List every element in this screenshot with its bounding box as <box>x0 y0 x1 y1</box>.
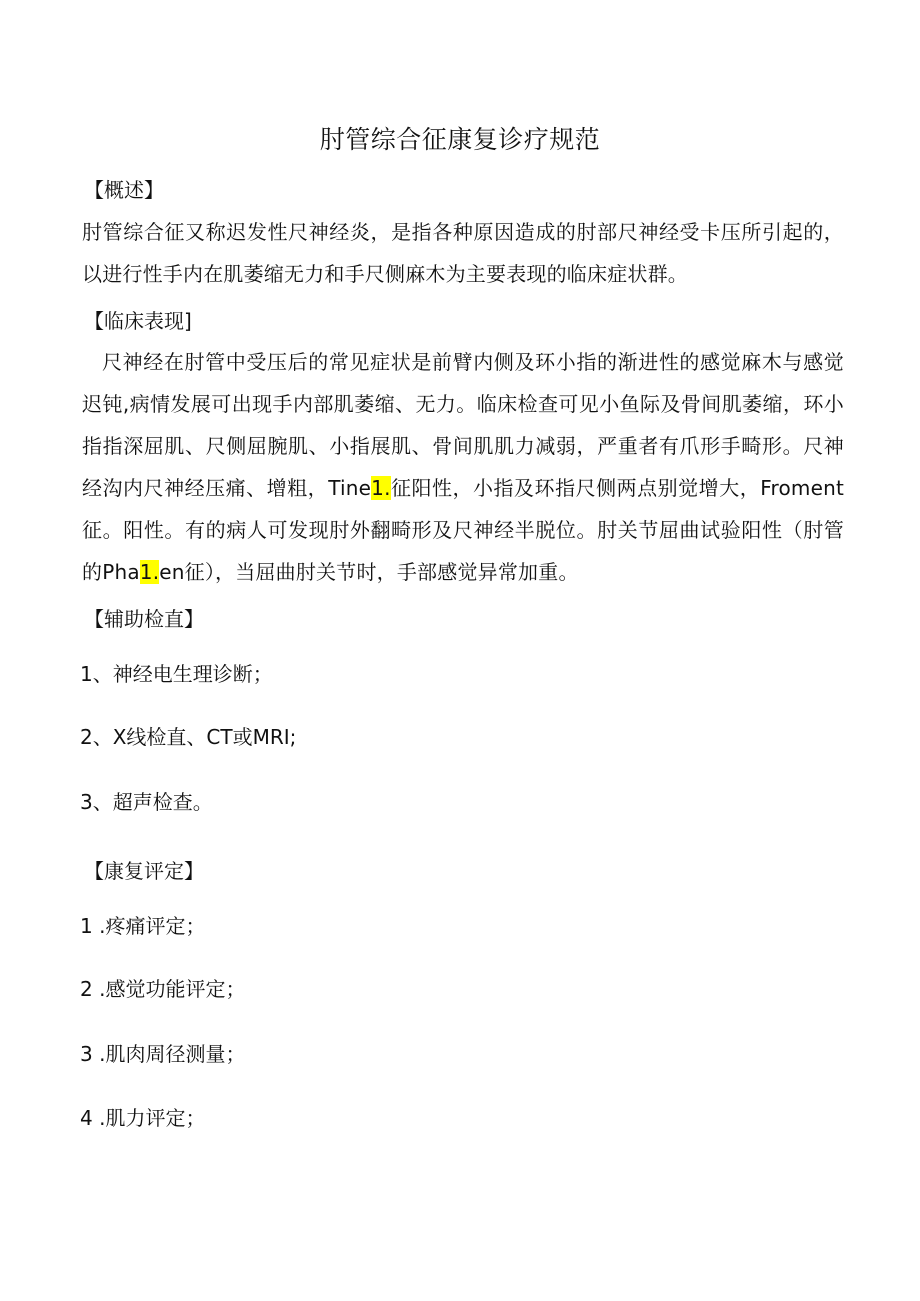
clinical-text-part-1: 尺神经在肘管中受压后的常见症状是前臂内侧及环小指的渐进性的感觉麻木与感觉迟钝,病情发展可出现手内部肌萎缩、无力。临床检查可见小鱼际及骨间肌萎缩，环小指指深屈肌、尺侧屈腕肌、小指展肌、骨间肌肌力减弱，严重者有爪形手畸形。尺神经沟内尺神经压痛、增粗，Tine <box>82 350 844 500</box>
aux-exam-item: 3、超声检查。 <box>80 790 213 814</box>
clinical-text-part-2: 征阳性，小指及环指尺侧两点别觉增大，Froment征。阳性。有的病人可发现肘外翻畸形及尺神经半脱位。肘关节屈曲试验阳性（肘管的Pha <box>82 476 845 584</box>
rehab-eval-item: 3 .肌肉周径测量； <box>80 1042 246 1066</box>
aux-exam-item: 1、神经电生理诊断； <box>80 662 273 686</box>
document-title: 肘管综合征康复诊疗规范 <box>319 125 601 154</box>
rehab-eval-heading: 【康复评定】 <box>84 859 204 883</box>
rehab-eval-item: 2 .感觉功能评定； <box>80 977 246 1001</box>
aux-exam-item: 2、X线检直、CT或MRI; <box>80 725 297 749</box>
rehab-eval-item: 1 .疼痛评定； <box>80 914 206 938</box>
highlight-mark: 1. <box>371 476 391 500</box>
clinical-text-part-3: en征），当屈曲肘关节时，手部感觉异常加重。 <box>159 560 579 584</box>
rehab-eval-item: 4 .肌力评定； <box>80 1106 206 1130</box>
clinical-text <box>82 341 844 593</box>
aux-exam-heading: 【辅助检直】 <box>84 607 204 631</box>
highlight-mark: 1. <box>139 560 160 584</box>
overview-heading: 【概述】 <box>84 178 164 202</box>
clinical-heading: 【临床表现] <box>84 309 192 333</box>
overview-text: 肘管综合征又称迟发性尺神经炎，是指各种原因造成的肘部尺神经受卡压所引起的，以进行性手内在肌萎缩无力和手尺侧麻木为主要表现的临床症状群。 <box>82 220 844 286</box>
